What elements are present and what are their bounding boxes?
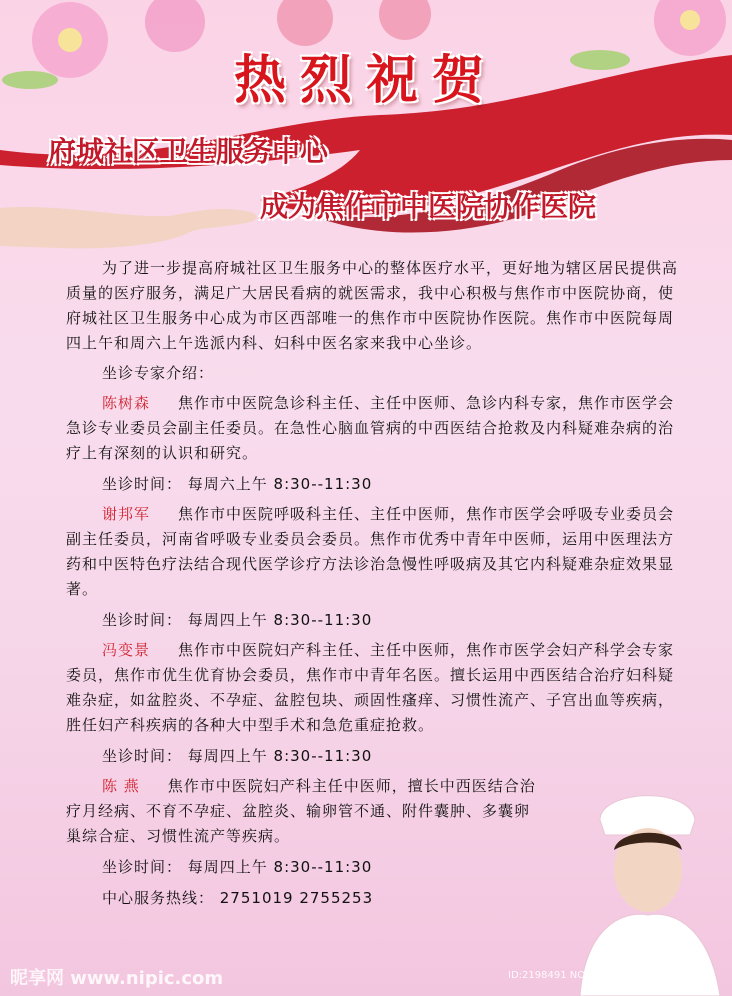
image-id-tag: ID:2198491 NO:20120414082137019376 <box>508 970 716 981</box>
expert-entry <box>66 774 536 849</box>
hand-decoration <box>0 188 270 258</box>
consult-time: 坐诊时间： 每周四上午 8:30--11:30 <box>102 858 373 876</box>
consult-time: 坐诊时间： 每周六上午 8:30--11:30 <box>102 475 373 493</box>
nurse-illustration <box>560 780 732 996</box>
expert-name: 陈 燕 <box>102 777 140 795</box>
expert-entry <box>66 638 686 738</box>
expert-entry <box>66 391 686 466</box>
experts-label: 坐诊专家介绍： <box>102 364 215 382</box>
subtitle-center: 府城社区卫生服务中心 <box>48 135 329 168</box>
expert-entry <box>66 502 686 602</box>
site-watermark: 昵享网 www.nipic.com <box>10 968 224 989</box>
expert-name: 谢邦军 <box>102 505 151 523</box>
service-hotline: 中心服务热线： 2751019 2755253 <box>102 889 374 907</box>
intro-paragraph: 为了进一步提高府城社区卫生服务中心的整体医疗水平，更好地为辖区居民提供高质量的医疗服务，满足广大居民看病的就医需求，我中心积极与焦作市中医院协商，使府城社区卫生服务中心成为市区西部唯一的焦作市中医院协作医院。焦作市中医院每周四上午和周六上午选派内科、妇科中医名家来我中心坐诊。 <box>66 259 679 352</box>
subtitle-hospital: 成为焦作市中医院协作医院 <box>260 190 597 223</box>
page-title: 热烈祝贺 <box>233 51 498 111</box>
expert-description: 焦作市中医院妇产科主任中医师，擅长中西医结合治疗月经病、不育不孕症、盆腔炎、输卵管不通、附件囊肿、多囊卵巢综合症、习惯性流产等疾病。 <box>66 777 536 845</box>
expert-name: 陈树森 <box>102 394 151 412</box>
expert-description: 焦作市中医院妇产科主任、主任中医师，焦作市医学会妇产科学会专家委员，焦作市优生优育协会委员，焦作市中青年名医。擅长运用中西医结合治疗妇科疑难杂症，如盆腔炎、不孕症、盆腔包块、顽固性瘙痒、习惯性流产、子宫出血等疾病，胜任妇产科疾病的各种大中型手术和急危重症抢救。 <box>66 641 675 734</box>
expert-description: 焦作市中医院呼吸科主任、主任中医师，焦作市医学会呼吸专业委员会副主任委员，河南省呼吸专业委员会委员。焦作市优秀中青年中医师，运用中医理法方药和中医特色疗法结合现代医学诊疗方法诊治急慢性呼吸病及其它内科疑难杂症效果显著。 <box>66 505 675 598</box>
expert-name: 冯变景 <box>102 641 151 659</box>
consult-time: 坐诊时间： 每周四上午 8:30--11:30 <box>102 747 373 765</box>
consult-time: 坐诊时间： 每周四上午 8:30--11:30 <box>102 611 373 629</box>
expert-description: 焦作市中医院急诊科主任、主任中医师、急诊内科专家，焦作市医学会急诊专业委员会副主任委员。在急性心脑血管病的中西医结合抢救及内科疑难杂病的治疗上有深刻的认识和研究。 <box>66 394 675 462</box>
